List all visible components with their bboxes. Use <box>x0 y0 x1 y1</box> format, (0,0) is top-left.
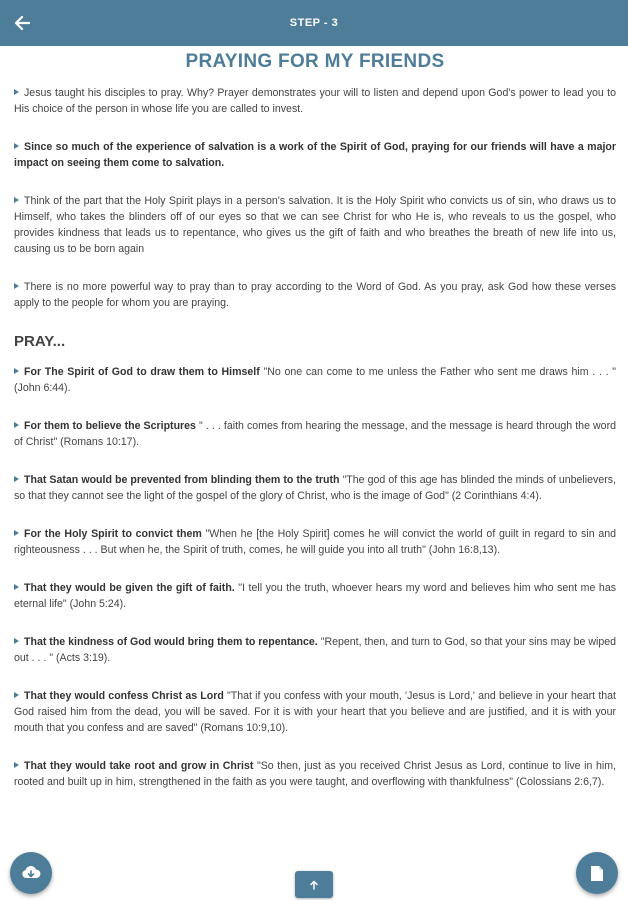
document-button[interactable] <box>576 852 618 894</box>
prayer-item <box>14 472 616 504</box>
top-app-bar <box>0 0 628 46</box>
prayer-item <box>14 688 616 736</box>
scroll-top-button[interactable] <box>295 871 333 898</box>
prayer-item <box>14 580 616 612</box>
prayer-item <box>14 418 616 450</box>
step-title: STEP - 3 <box>289 17 339 29</box>
prayer-item <box>14 526 616 558</box>
prayer-item <box>14 758 616 790</box>
prayer-verse: "I tell you the truth, whoever hears my word and believes him who sent me has eternal life" (John 5:24). <box>14 582 617 610</box>
arrow-left-icon <box>14 15 30 31</box>
document-icon <box>590 865 604 882</box>
bullet-icon <box>14 530 19 536</box>
prayer-lead: That the kindness of God would bring them to repentance. <box>24 636 318 648</box>
bullet-icon <box>14 476 19 482</box>
bullet-icon <box>14 197 19 203</box>
bullet-icon <box>14 143 19 149</box>
bullet-icon <box>14 368 19 374</box>
prayer-verse: "No one can come to me unless the Father who sent me draws him . . . " (John 6:44). <box>14 366 616 394</box>
pray-heading: PRAY... <box>14 333 66 350</box>
prayer-lead: For the Holy Spirit to convict them <box>24 528 202 540</box>
prayer-item <box>14 364 616 396</box>
prayer-verse: " . . . faith comes from hearing the message, and the message is heard through the word of Christ" (Romans 10:17). <box>14 420 616 448</box>
main-content <box>14 46 616 812</box>
prayer-lead: That they would confess Christ as Lord <box>24 690 224 702</box>
cloud-download-icon <box>21 865 41 881</box>
prayer-lead: For them to believe the Scriptures <box>24 420 196 432</box>
page-title: PRAYING FOR MY FRIENDS <box>185 51 445 72</box>
intro-paragraph <box>14 279 616 311</box>
prayer-verse: "When he [the Holy Spirit] comes he will convict the world of guilt in regard to sin and righteousness . . . But when he, the Spirit of truth, comes, he will guide you into all truth" (John 16:8,13). <box>14 528 616 556</box>
bullet-icon <box>14 638 19 644</box>
intro-section <box>14 85 616 311</box>
bullet-icon <box>14 584 19 590</box>
intro-paragraph <box>14 139 616 171</box>
prayer-lead: For The Spirit of God to draw them to Himself <box>24 366 260 378</box>
bullet-icon <box>14 283 19 289</box>
prayer-lead: That they would be given the gift of faith. <box>24 582 235 594</box>
bullet-icon <box>14 422 19 428</box>
download-button[interactable] <box>10 852 52 894</box>
prayer-verse: "Repent, then, and turn to God, so that your sins may be wiped out . . . " (Acts 3:19). <box>14 636 617 664</box>
prayer-section <box>14 364 616 790</box>
bullet-icon <box>14 89 19 95</box>
back-button[interactable] <box>10 11 34 35</box>
prayer-item <box>14 634 616 666</box>
prayer-verse: "So then, just as you received Christ Jesus as Lord, continue to live in him, rooted and built up in him, strengthened in the faith as you were taught, and overflowing with thankfulness" (Colossians 2:6,7). <box>14 760 616 788</box>
prayer-verse: "That if you confess with your mouth, 'Jesus is Lord,' and believe in your heart that God raised him from the dead, you will be saved. For it is with your heart that you believe and are justified, and it is with your mouth that you confess and are saved" (Romans 10:9,10). <box>14 690 616 734</box>
arrow-up-icon <box>309 880 319 890</box>
prayer-lead: That they would take root and grow in Christ <box>24 760 254 772</box>
intro-text: Think of the part that the Holy Spirit plays in a person's salvation. It is the Holy Spirit who convicts us of sin, who draws us to Himself, who takes the blinders off of our eyes so that we can see Christ for who He is, who reveals to us the gospel, who provides kindness that leads us to repentance, who gives us the gift of faith and who breathes the breath of new life into us, causing us to be born again <box>14 195 616 255</box>
intro-text: There is no more powerful way to pray than to pray according to the Word of God. As you pray, ask God how these verses apply to the people for whom you are praying. <box>14 281 616 309</box>
bullet-icon <box>14 692 19 698</box>
intro-paragraph <box>14 85 616 117</box>
prayer-verse: "The god of this age has blinded the minds of unbelievers, so that they cannot see the light of the gospel of the glory of Christ, who is the image of God" (2 Corinthians 4:4). <box>14 474 616 502</box>
intro-paragraph <box>14 193 616 257</box>
intro-text: Jesus taught his disciples to pray. Why? Prayer demonstrates your will to listen and depend upon God's power to lead you to His choice of the person in whose life you are called to invest. <box>14 87 616 115</box>
intro-text: Since so much of the experience of salvation is a work of the Spirit of God, praying for our friends will have a major impact on seeing them come to salvation. <box>14 141 616 169</box>
bullet-icon <box>14 762 19 768</box>
prayer-lead: That Satan would be prevented from blinding them to the truth <box>24 474 340 486</box>
